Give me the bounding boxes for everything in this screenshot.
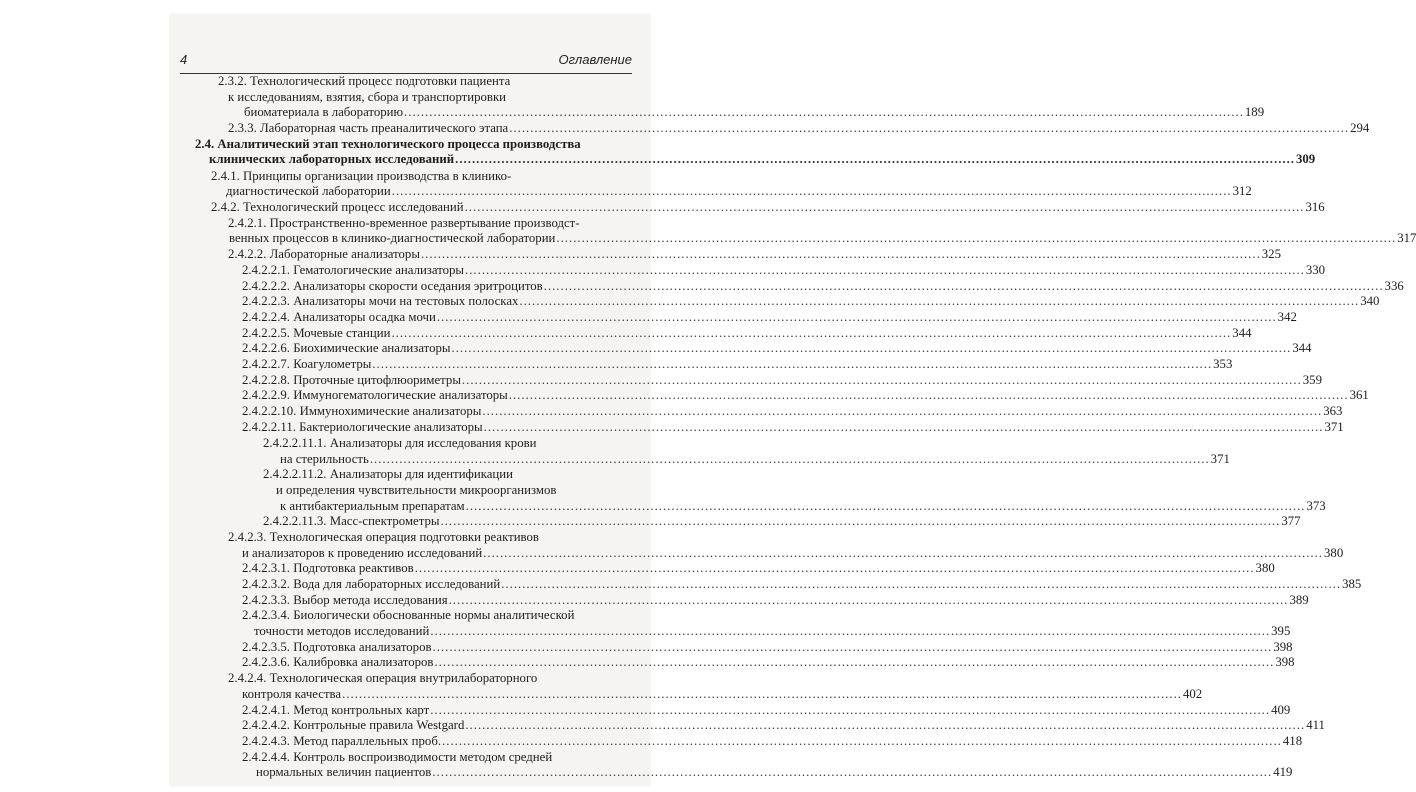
toc-page-number: 380 bbox=[1324, 546, 1344, 560]
toc-entry-text: 2.4.2.2.7. Коагулометры bbox=[242, 357, 372, 371]
toc-entry-text: и определения чувствительности микроорганизмов bbox=[276, 483, 557, 497]
toc-line bbox=[242, 702, 1291, 718]
dot-leader: ........................................................................................................................................................................................................ bbox=[414, 561, 1255, 575]
toc-entry-text: 2.4.2.4. Технологическая операция внутрилабораторного bbox=[228, 671, 538, 685]
dot-leader: ........................................................................................................................................................................................................ bbox=[465, 263, 1305, 277]
dot-leader: ........................................................................................................................................................................................................ bbox=[483, 420, 1324, 434]
toc-line bbox=[242, 325, 1252, 341]
toc-page-number: 371 bbox=[1210, 452, 1230, 466]
dot-leader: ........................................................................................................................................................................................................ bbox=[519, 294, 1360, 308]
toc-page-number: 419 bbox=[1273, 765, 1293, 779]
toc-entry-text: контроля качества bbox=[242, 687, 342, 701]
toc-line bbox=[242, 340, 1312, 356]
toc-page-number: 402 bbox=[1182, 687, 1203, 701]
toc-line bbox=[242, 309, 1297, 325]
toc-line bbox=[226, 183, 1252, 199]
toc-page-number: 342 bbox=[1277, 310, 1297, 324]
toc-line bbox=[242, 592, 1309, 608]
toc-entry-text: 2.4.2.4.4. Контроль воспроизводимости методом средней bbox=[242, 750, 553, 764]
toc-line bbox=[242, 387, 1369, 403]
toc-entry-text: клинических лабораторных исследований bbox=[209, 152, 455, 166]
toc-line bbox=[242, 639, 1293, 655]
toc-line bbox=[242, 372, 1322, 388]
toc-page-number: 389 bbox=[1289, 593, 1309, 607]
toc-entry-text: 2.4.2.2.10. Иммунохимические анализаторы bbox=[242, 404, 482, 418]
toc-entry-text: 2.4.2.3. Технологическая операция подготовки реактивов bbox=[228, 530, 539, 544]
toc-line bbox=[263, 513, 1301, 529]
toc-entry-text: 2.4.2.2.11. Бактериологические анализаторы bbox=[242, 420, 483, 434]
toc-line bbox=[228, 246, 1281, 262]
toc-entry-text: 2.3.2. Технологический процесс подготовки пациента bbox=[218, 74, 511, 88]
toc-entry-text: 2.4.1. Принципы организации производства в клинико- bbox=[211, 169, 512, 183]
dot-leader: ........................................................................................................................................................................................................ bbox=[455, 152, 1295, 166]
toc-page-number: 398 bbox=[1273, 640, 1293, 654]
dot-leader: ........................................................................................................................................................................................................ bbox=[465, 718, 1306, 732]
toc-entry-text: 2.4.2.2.11.3. Масс-спектрометры bbox=[263, 514, 440, 528]
toc-entry-text: и анализаторов к проведению исследований bbox=[242, 546, 483, 560]
dot-leader: ........................................................................................................................................................................................................ bbox=[404, 105, 1244, 119]
dot-leader: ........................................................................................................................................................................................................ bbox=[391, 184, 1232, 198]
toc-entry-text: 2.4.2.2.9. Иммуногематологические анализаторы bbox=[242, 388, 508, 402]
toc-line bbox=[242, 654, 1295, 670]
toc-line bbox=[228, 120, 1370, 136]
toc-entry-text: точности методов исследований bbox=[254, 624, 430, 638]
toc-entry-text: венных процессов в клинико-диагностической лаборатории bbox=[229, 231, 556, 245]
toc-line bbox=[242, 717, 1325, 733]
dot-leader: ........................................................................................................................................................................................................ bbox=[483, 546, 1324, 560]
toc-entry-text: нормальных величин пациентов bbox=[256, 765, 432, 779]
toc-line bbox=[242, 545, 1344, 561]
toc-line bbox=[242, 576, 1362, 592]
toc-page-number: 336 bbox=[1384, 279, 1404, 293]
dot-leader: ........................................................................................................................................................................................................ bbox=[391, 326, 1232, 340]
toc-line bbox=[280, 498, 1326, 514]
toc-page-number: 409 bbox=[1271, 703, 1291, 717]
dot-leader: ........................................................................................................................................................................................................ bbox=[432, 640, 1273, 654]
dot-leader: ........................................................................................................................................................................................................ bbox=[482, 404, 1323, 418]
toc-line bbox=[254, 623, 1291, 639]
dot-leader: ........................................................................................................................................................................................................ bbox=[509, 121, 1350, 135]
dot-leader: ........................................................................................................................................................................................................ bbox=[451, 341, 1292, 355]
dot-leader: ........................................................................................................................................................................................................ bbox=[430, 624, 1271, 638]
toc-entry-text: 2.4.2.4.1. Метод контрольных карт bbox=[242, 703, 430, 717]
toc-entry-text: 2.3.3. Лабораторная часть преаналитического этапа bbox=[228, 121, 509, 135]
toc-entry-text: 2.4.2.3.4. Биологически обоснованные нормы аналитической bbox=[242, 608, 575, 622]
dot-leader: ........................................................................................................................................................................................................ bbox=[508, 388, 1349, 402]
dot-leader: ........................................................................................................................................................................................................ bbox=[448, 593, 1289, 607]
toc-line bbox=[242, 419, 1344, 435]
toc-page-number: 317 bbox=[1397, 231, 1416, 245]
toc-page-number: 398 bbox=[1275, 655, 1295, 669]
dot-leader: ........................................................................................................................................................................................................ bbox=[464, 200, 1305, 214]
toc-entry-text: к антибактериальным препаратам bbox=[280, 499, 465, 513]
dot-leader: ........................................................................................................................................................................................................ bbox=[461, 373, 1302, 387]
toc-entry-text: 2.4.2.2.11.1. Анализаторы для исследования крови bbox=[263, 436, 537, 450]
toc-line bbox=[242, 560, 1275, 576]
toc-page-number: 344 bbox=[1292, 341, 1312, 355]
dot-leader: ........................................................................................................................................................................................................ bbox=[430, 703, 1271, 717]
toc-entry-text: 2.4.2.3.5. Подготовка анализаторов bbox=[242, 640, 432, 654]
toc-page-number: 316 bbox=[1305, 200, 1325, 214]
dot-leader: ........................................................................................................................................................................................................ bbox=[436, 310, 1277, 324]
dot-leader: ........................................................................................................................................................................................................ bbox=[432, 765, 1273, 779]
toc-page-number: 380 bbox=[1255, 561, 1275, 575]
dot-leader: ........................................................................................................................................................................................................ bbox=[543, 279, 1384, 293]
toc-line bbox=[242, 293, 1380, 309]
toc-page-number: 312 bbox=[1232, 184, 1252, 198]
dot-leader: ........................................................................................................................................................................................................ bbox=[342, 687, 1182, 701]
toc-entry-text: 2.4.2.2.1. Гематологические анализаторы bbox=[242, 263, 465, 277]
toc-page-number: 418 bbox=[1282, 734, 1303, 748]
toc-entry-text: 2.4.2.3.3. Выбор метода исследования bbox=[242, 593, 448, 607]
toc-line bbox=[280, 451, 1230, 467]
dot-leader: ........................................................................................................................................................................................................ bbox=[434, 655, 1275, 669]
toc-page-number: 189 bbox=[1244, 105, 1265, 119]
toc-line bbox=[244, 104, 1265, 120]
dot-leader: ........................................................................................................................................................................................................ bbox=[442, 734, 1282, 748]
toc-page-number: 325 bbox=[1261, 247, 1281, 261]
toc-page-number: 385 bbox=[1342, 577, 1362, 591]
toc-entry-text: 2.4.2.1. Пространственно-временное развертывание производст- bbox=[228, 216, 580, 230]
toc-page-number: 309 bbox=[1295, 152, 1316, 166]
toc-entry-text: 2.4.2.3.6. Калибровка анализаторов bbox=[242, 655, 434, 669]
toc-line bbox=[242, 686, 1203, 702]
table-of-contents bbox=[170, 14, 1416, 786]
toc-entry-text: 2.4. Аналитический этап технологического процесса производства bbox=[195, 137, 581, 151]
toc-line bbox=[211, 199, 1325, 215]
toc-line bbox=[242, 356, 1233, 372]
toc-entry-text: 2.4.2.2.3. Анализаторы мочи на тестовых полосках bbox=[242, 294, 519, 308]
toc-page-number: 373 bbox=[1306, 499, 1326, 513]
book-page bbox=[170, 14, 1416, 786]
toc-entry-text: на стерильность bbox=[280, 452, 369, 466]
toc-entry-text: 2.4.2.2.11.2. Анализаторы для идентификации bbox=[263, 467, 513, 481]
toc-page-number: 395 bbox=[1271, 624, 1291, 638]
toc-page-number: 294 bbox=[1350, 121, 1370, 135]
toc-page-number: 353 bbox=[1213, 357, 1233, 371]
toc-entry-text: 2.4.2.2. Лабораторные анализаторы bbox=[228, 247, 420, 261]
toc-line bbox=[209, 151, 1316, 167]
dot-leader: ........................................................................................................................................................................................................ bbox=[420, 247, 1261, 261]
toc-page-number: 377 bbox=[1281, 514, 1301, 528]
toc-entry-text: 2.4.2.2.6. Биохимические анализаторы bbox=[242, 341, 451, 355]
toc-entry-text: к исследованиям, взятия, сбора и транспортировки bbox=[228, 90, 507, 104]
toc-line bbox=[242, 278, 1404, 294]
dot-leader: ........................................................................................................................................................................................................ bbox=[556, 231, 1397, 245]
dot-leader: ........................................................................................................................................................................................................ bbox=[372, 357, 1213, 371]
dot-leader: ........................................................................................................................................................................................................ bbox=[501, 577, 1342, 591]
toc-page-number: 361 bbox=[1349, 388, 1369, 402]
dot-leader: ........................................................................................................................................................................................................ bbox=[369, 452, 1210, 466]
toc-page-number: 330 bbox=[1305, 263, 1326, 277]
page-number: 4 bbox=[180, 52, 188, 67]
toc-page-number: 359 bbox=[1302, 373, 1322, 387]
toc-entry-text: 2.4.2.4.3. Метод параллельных проб. bbox=[242, 734, 442, 748]
toc-line bbox=[242, 403, 1343, 419]
toc-entry-text: биоматериала в лабораторию bbox=[244, 105, 404, 119]
toc-page-number: 340 bbox=[1360, 294, 1380, 308]
dot-leader: ........................................................................................................................................................................................................ bbox=[440, 514, 1281, 528]
toc-entry-text: 2.4.2.3.2. Вода для лабораторных исследований bbox=[242, 577, 501, 591]
toc-page-number: 344 bbox=[1232, 326, 1252, 340]
toc-entry-text: 2.4.2.2.2. Анализаторы скорости оседания эритроцитов bbox=[242, 279, 543, 293]
toc-line bbox=[229, 230, 1416, 246]
toc-entry-text: 2.4.2. Технологический процесс исследований bbox=[211, 200, 464, 214]
toc-entry-text: диагностической лаборатории bbox=[226, 184, 391, 198]
toc-line bbox=[242, 262, 1326, 278]
toc-page-number: 371 bbox=[1324, 420, 1344, 434]
toc-line bbox=[256, 764, 1293, 780]
toc-page-number: 363 bbox=[1323, 404, 1343, 418]
toc-entry-text: 2.4.2.2.5. Мочевые станции bbox=[242, 326, 391, 340]
dot-leader: ........................................................................................................................................................................................................ bbox=[465, 499, 1306, 513]
running-title: Оглавление bbox=[558, 52, 632, 67]
toc-entry-text: 2.4.2.2.8. Проточные цитофлюориметры bbox=[242, 373, 461, 387]
toc-entry-text: 2.4.2.4.2. Контрольные правила Westgard bbox=[242, 718, 465, 732]
toc-line bbox=[242, 733, 1303, 749]
toc-page-number: 411 bbox=[1306, 718, 1325, 732]
toc-entry-text: 2.4.2.3.1. Подготовка реактивов bbox=[242, 561, 414, 575]
toc-entry-text: 2.4.2.2.4. Анализаторы осадка мочи bbox=[242, 310, 436, 324]
